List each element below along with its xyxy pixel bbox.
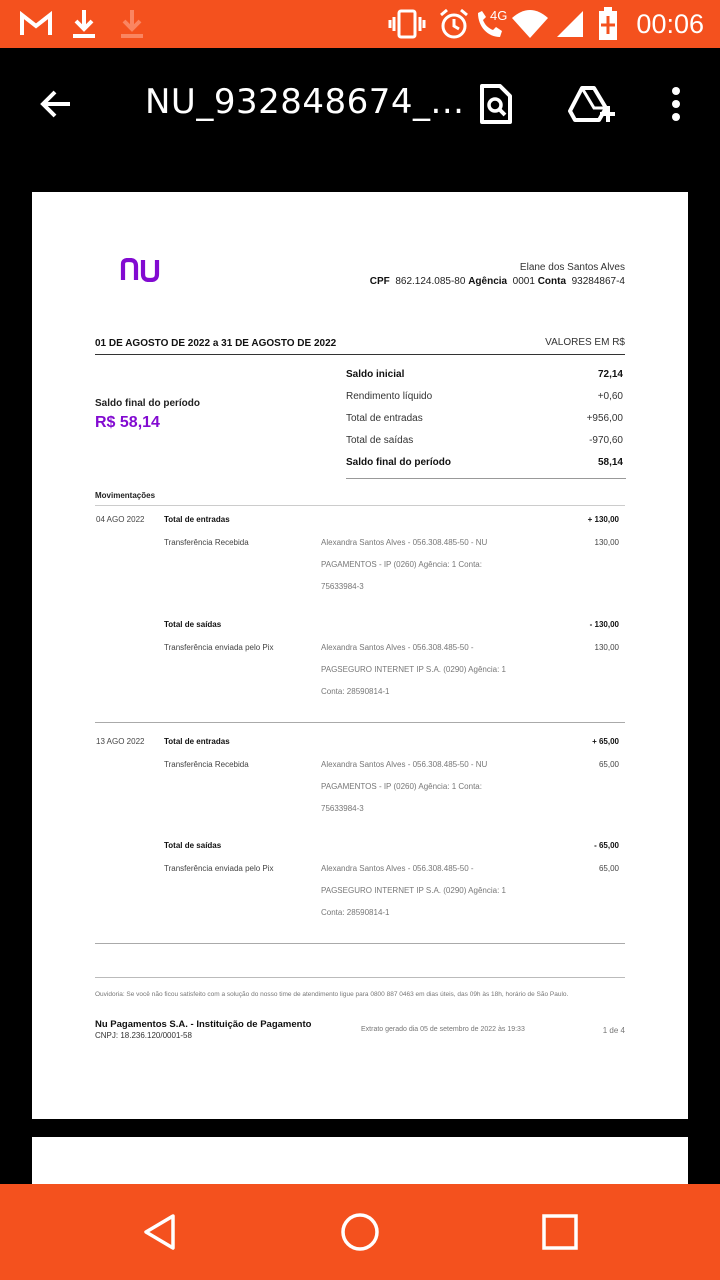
transaction-amount: 130,00	[594, 643, 619, 652]
divider	[95, 354, 625, 355]
description-line: PAGAMENTOS - IP (0260) Agência: 1 Conta:	[321, 782, 482, 791]
divider	[95, 977, 625, 978]
battery-charging-icon	[596, 0, 620, 48]
download-icon	[118, 0, 146, 48]
conta-value: 93284867-4	[571, 276, 625, 287]
account-holder-name: Elane dos Santos Alves	[519, 262, 625, 273]
summary-value: 58,14	[597, 457, 623, 468]
account-identifiers	[370, 276, 625, 287]
description-line: 75633984-3	[321, 582, 364, 591]
summary-label: Saldo final do período	[346, 457, 451, 468]
transaction-description	[321, 858, 506, 924]
description-line: Alexandra Santos Alves - 056.308.485-50 -	[321, 643, 474, 652]
final-balance-label: Saldo final do período	[95, 398, 200, 409]
inflow-total-value: + 130,00	[587, 515, 619, 524]
ouvidoria-note: Ouvidoria: Se você não ficou satisfeito com a solução do nosso time de atendimento ligue para 0800 887 0463 em dias úteis, das 09h às 18h, horário de São Paulo.	[95, 991, 569, 998]
movements-title: Movimentações	[95, 491, 156, 500]
document-title: NU_932848674_...	[145, 82, 465, 122]
transaction-amount: 130,00	[594, 538, 619, 547]
description-line: Conta: 28590814-1	[321, 908, 390, 917]
description-line: Alexandra Santos Alves - 056.308.485-50 - NU	[321, 760, 488, 769]
search-document-icon[interactable]	[468, 76, 524, 132]
vibrate-icon	[388, 0, 426, 48]
transaction-amount: 65,00	[598, 864, 619, 873]
page-number: 1 de 4	[602, 1026, 625, 1035]
wifi-icon	[510, 0, 550, 48]
transaction-type: Transferência Recebida	[164, 760, 249, 769]
divider	[95, 505, 625, 506]
cpf-value: 862.124.085-80	[395, 276, 466, 287]
description-line: PAGSEGURO INTERNET IP S.A. (0290) Agência: 1	[321, 665, 506, 674]
conta-label: Conta	[537, 276, 567, 287]
currency-note: VALORES EM R$	[545, 337, 625, 348]
transaction-type: Transferência enviada pelo Pix	[164, 643, 274, 652]
nubank-logo-icon	[120, 258, 160, 287]
summary-value: 72,14	[597, 369, 623, 380]
summary-value: +956,00	[586, 413, 623, 424]
summary-label: Total de entradas	[346, 413, 423, 424]
company-cnpj: CNPJ: 18.236.120/0001-58	[95, 1031, 192, 1040]
inflow-total-label: Total de entradas	[164, 515, 230, 524]
add-to-drive-icon[interactable]	[564, 76, 620, 132]
statement-period: 01 DE AGOSTO DE 2022 a 31 DE AGOSTO DE 2022	[95, 338, 337, 349]
transaction-amount: 65,00	[598, 760, 619, 769]
outflow-total-value: - 65,00	[594, 841, 619, 850]
recents-square-icon[interactable]	[528, 1200, 592, 1264]
company-name: Nu Pagamentos S.A. - Instituição de Pagamento	[95, 1019, 312, 1030]
generated-date: Extrato gerado dia 05 de setembro de 2022 às 19:33	[361, 1026, 525, 1033]
inflow-total-label: Total de entradas	[164, 737, 230, 746]
cpf-label: CPF	[369, 276, 390, 287]
transaction-description	[321, 637, 506, 703]
description-line: PAGSEGURO INTERNET IP S.A. (0290) Agência: 1	[321, 886, 506, 895]
more-vert-icon[interactable]	[648, 76, 704, 132]
clock-time: 00:06	[636, 9, 704, 39]
inflow-total-value: + 65,00	[592, 737, 619, 746]
transaction-type: Transferência enviada pelo Pix	[164, 864, 274, 873]
signal-icon	[554, 0, 586, 48]
description-line: Conta: 28590814-1	[321, 687, 390, 696]
pdf-viewer[interactable]	[0, 160, 720, 1184]
summary-label: Total de saídas	[346, 435, 414, 446]
summary-value: +0,60	[597, 391, 623, 402]
description-line: PAGAMENTOS - IP (0260) Agência: 1 Conta:	[321, 560, 482, 569]
movement-date: 13 AGO 2022	[96, 737, 145, 746]
download-icon	[70, 0, 98, 48]
arrow-back-icon[interactable]	[28, 76, 84, 132]
pdf-page-2[interactable]	[32, 1137, 688, 1184]
divider	[95, 722, 625, 723]
app-bar	[0, 48, 720, 160]
outflow-total-label: Total de saídas	[164, 620, 222, 629]
description-line: Alexandra Santos Alves - 056.308.485-50 -	[321, 864, 474, 873]
back-triangle-icon[interactable]	[128, 1200, 192, 1264]
description-line: Alexandra Santos Alves - 056.308.485-50 - NU	[321, 538, 488, 547]
summary-label: Saldo inicial	[346, 369, 405, 380]
summary-value: -970,60	[589, 435, 623, 446]
transaction-description	[321, 754, 487, 820]
final-balance-value: R$ 58,14	[95, 414, 160, 431]
agencia-value: 0001	[512, 276, 535, 287]
outflow-total-value: - 130,00	[589, 620, 619, 629]
network-type-label: 4G	[490, 8, 508, 23]
summary-label: Rendimento líquido	[346, 391, 433, 402]
description-line: 75633984-3	[321, 804, 364, 813]
divider	[346, 478, 626, 479]
divider	[95, 943, 625, 944]
transaction-description	[321, 532, 487, 598]
status-bar	[0, 0, 720, 48]
gmail-icon	[18, 0, 54, 48]
alarm-icon	[436, 0, 472, 48]
pdf-page-1[interactable]	[32, 192, 688, 1119]
transaction-type: Transferência Recebida	[164, 538, 249, 547]
wifi-calling-icon	[474, 0, 514, 48]
movement-date: 04 AGO 2022	[96, 515, 145, 524]
navigation-bar	[0, 1184, 720, 1280]
outflow-total-label: Total de saídas	[164, 841, 222, 850]
home-circle-icon[interactable]	[328, 1200, 392, 1264]
agencia-label: Agência	[468, 276, 508, 287]
